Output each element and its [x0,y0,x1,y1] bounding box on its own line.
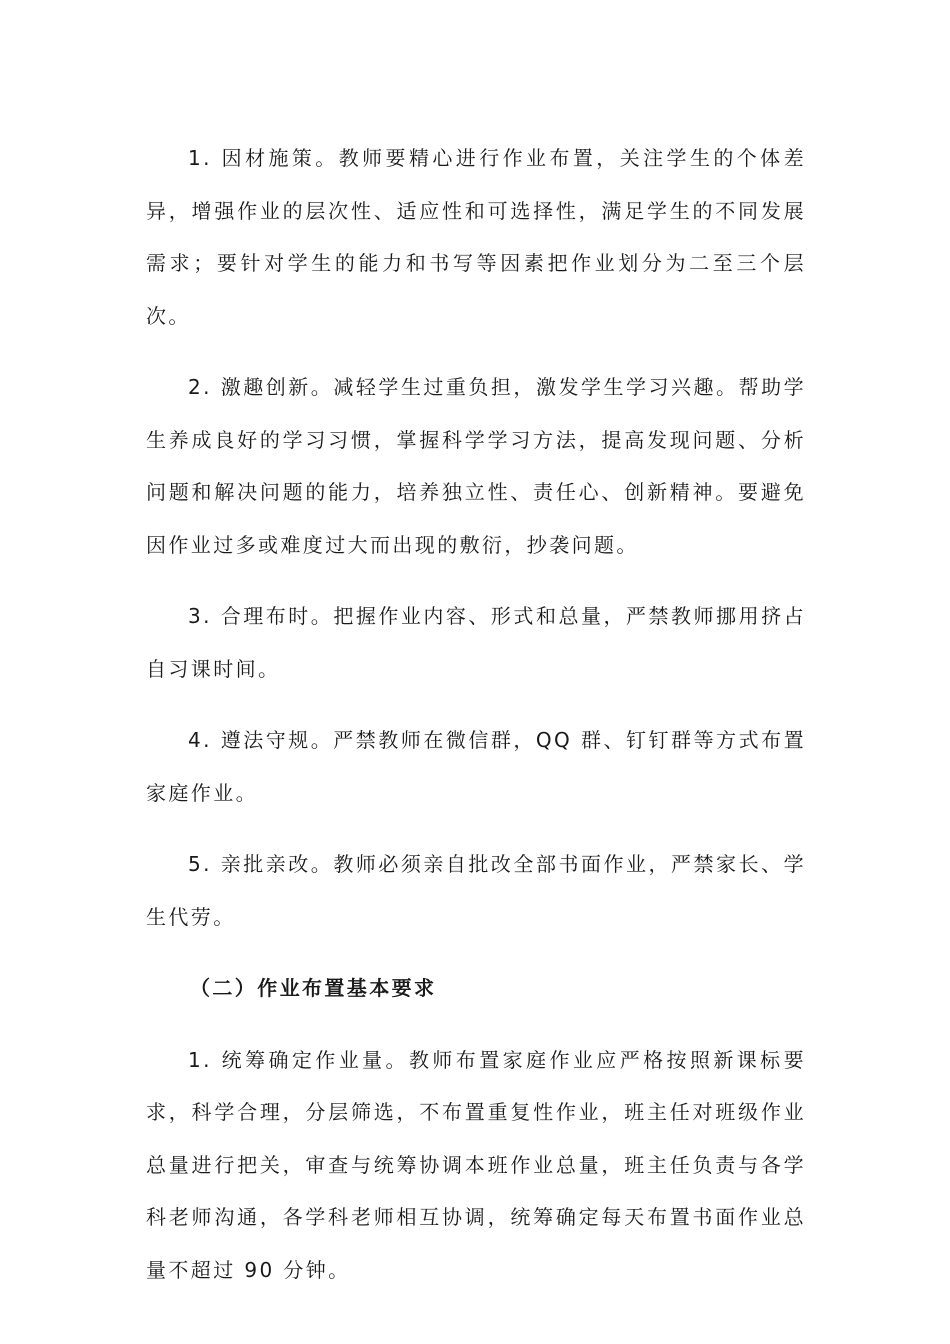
paragraph-item-3: 3. 合理布时。把握作业内容、形式和总量，严禁教师挪用挤占自习课时间。 [146,604,806,681]
paragraph-item-4: 4. 遵法守规。严禁教师在微信群，QQ 群、钉钉群等方式布置家庭作业。 [146,728,806,805]
section-paragraph-1: 1. 统筹确定作业量。教师布置家庭作业应严格按照新课标要求，科学合理，分层筛选，不布置重复性作业，班主任对班级作业总量进行把关，审查与统筹协调本班作业总量，班主任负责与各学科老师沟通，各学科老师相互协调，统筹确定每天布置书面作业总量不超过 90 分钟。 [146,1047,806,1282]
paragraph-item-5: 5. 亲批亲改。教师必须亲自批改全部书面作业，严禁家长、学生代劳。 [146,852,806,929]
section-heading: （二）作业布置基本要求 [190,976,437,1000]
paragraph-item-1: 1. 因材施策。教师要精心进行作业布置，关注学生的个体差异，增强作业的层次性、适应性和可选择性，满足学生的不同发展需求；要针对学生的能力和书写等因素把作业划分为二至三个层次。 [146,146,806,328]
paragraph-item-2: 2. 激趣创新。减轻学生过重负担，激发学生学习兴趣。帮助学生养成良好的学习习惯，掌握科学学习方法，提高发现问题、分析问题和解决问题的能力，培养独立性、责任心、创新精神。要避免因作业过多或难度过大而出现的敷衍，抄袭问题。 [146,375,806,557]
document-body [146,132,806,1315]
